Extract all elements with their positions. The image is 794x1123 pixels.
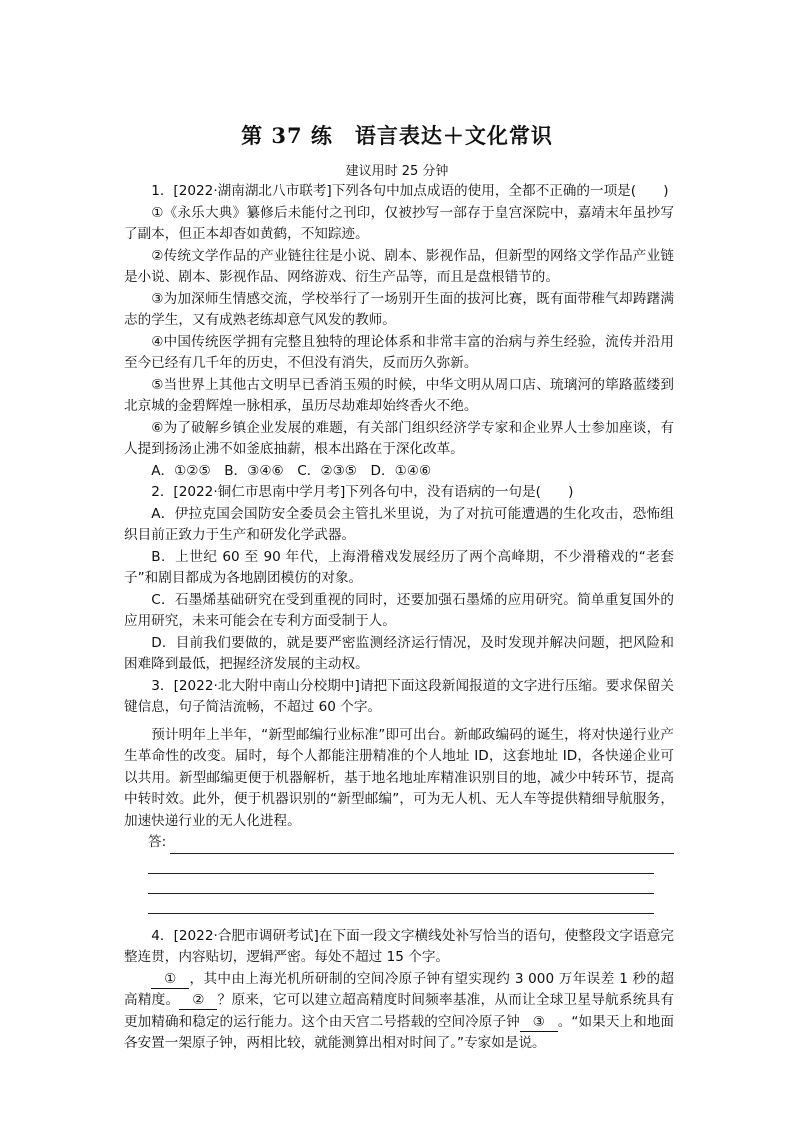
answer-line-4[interactable] <box>148 894 654 914</box>
q2-stem: 2．[2022·铜仁市思南中学月考]下列各句中，没有语病的一句是( ) <box>151 484 574 500</box>
answer-label: 答: <box>148 834 167 850</box>
page-title: 第 37 练 语言表达＋文化常识 <box>241 123 553 148</box>
exercise-body <box>124 181 674 1055</box>
q3-passage: 预计明年上半年，“新型邮编行业标准”即可出台。新邮政编码的诞生，将对快递行业产生革命性的改变。届时，每个人都能注册精准的个人地址 ID，这套地址 ID，各快递企业可以共用。新型邮编更便于机器解析，基于地名地址库精准识别目的地，减少中转环节，提高中转时效。此外，便于机器识别的“新型邮编”，可为无人机、无人车等提供精细导航服务，加速快递行业的无人化进程。 <box>124 726 674 829</box>
q4-segment-3: 。“如果天上和地面各安置一架原子钟，两相比较，就能测算出相对时间了。”专家如是说。 <box>124 1013 674 1051</box>
q1-options: A．①②⑤ B．③④⑥ C．②③⑤ D．①④⑥ <box>151 462 432 479</box>
q1-item-2: ②传统文学作品的产业链往往是小说、剧本、影视作品，但新型的网络文学作品产业链是小说、剧本、影视作品、网络游戏、衍生产品等，而且是盘根错节的。 <box>124 247 674 285</box>
q4-passage <box>124 969 674 1055</box>
q4-segment-1: ，其中由上海光机所研制的空间冷原子钟有望实现约 3 000 万年误差 1 秒的超高精度。 <box>124 970 674 1008</box>
suggested-time: 建议用时 25 分钟 <box>345 164 449 179</box>
q1-stem: 1．[2022·湖南湖北八市联考]下列各句中加点成语的使用，全都不正确的一项是( ) <box>151 183 669 199</box>
q1-item-1: ①《永乐大典》纂修后未能付之刊印，仅被抄写一部存于皇宫深院中，嘉靖末年虽抄写了副本，但正本却杳如黄鹤，不知踪迹。 <box>124 204 674 242</box>
fill-blank-1[interactable]: ① <box>151 970 189 989</box>
q1-item-6: ⑥为了破解乡镇企业发展的难题，有关部门组织经济学专家和企业界人士参加座谈，有人提到扬汤止沸不如釜底抽薪，根本出路在于深化改革。 <box>124 419 674 457</box>
q1-item-5: ⑤当世界上其他古文明早已香消玉殒的时候，中华文明从周口店、琉璃河的筚路蓝缕到北京城的金碧辉煌一脉相承，虽历尽劫难却始终香火不绝。 <box>124 376 674 414</box>
q2-option-d: D．目前我们要做的，就是要严密监测经济运行情况，及时发现并解决问题，把风险和困难降到最低，把握经济发展的主动权。 <box>124 634 674 672</box>
answer-line-2[interactable] <box>148 854 654 874</box>
answer-line-1[interactable] <box>170 834 674 854</box>
q4-segment-2: ？原来，它可以建立超高精度时间频率基准，从而让全球卫星导航系统具有更加精确和稳定的运行能力。这个由天宫二号搭载的空间冷原子钟 <box>124 992 675 1030</box>
fill-blank-3[interactable]: ③ <box>520 1013 558 1032</box>
answer-line-3[interactable] <box>148 874 654 894</box>
fill-blank-2[interactable]: ② <box>179 991 217 1010</box>
q2-option-b: B．上世纪 60 至 90 年代，上海滑稽戏发展经历了两个高峰期，不少滑稽戏的“老套子”和剧目都成为各地剧团模仿的对象。 <box>124 548 674 586</box>
q4-stem: 4．[2022·合肥市调研考试]在下面一段文字横线处补写恰当的语句，使整段文字语意完整连贯，内容贴切，逻辑严密。每处不超过 15 个字。 <box>124 927 674 965</box>
q3-stem: 3．[2022·北大附中南山分校期中]请把下面这段新闻报道的文字进行压缩。要求保留关键信息，句子简洁流畅，不超过 60 个字。 <box>124 677 674 715</box>
q3-answer-area <box>124 832 674 854</box>
q1-item-3: ③为加深师生情感交流，学校举行了一场别开生面的拔河比赛，既有面带稚气却踌躇满志的学生，又有成熟老练却意气风发的教师。 <box>124 290 674 328</box>
q1-item-4: ④中国传统医学拥有完整且独特的理论体系和非常丰富的治病与养生经验，流传并沿用至今已经有几千年的历史，不但没有消失，反而历久弥新。 <box>124 333 674 371</box>
q2-option-a: A．伊拉克国会国防安全委员会主管扎米里说，为了对抗可能遭遇的生化攻击，恐怖组织目前正致力于生产和研发化学武器。 <box>124 505 674 543</box>
q2-option-c: C．石墨烯基础研究在受到重视的同时，还要加强石墨烯的应用研究。简单重复国外的应用研究，未来可能会在专利方面受制于人。 <box>124 591 674 629</box>
